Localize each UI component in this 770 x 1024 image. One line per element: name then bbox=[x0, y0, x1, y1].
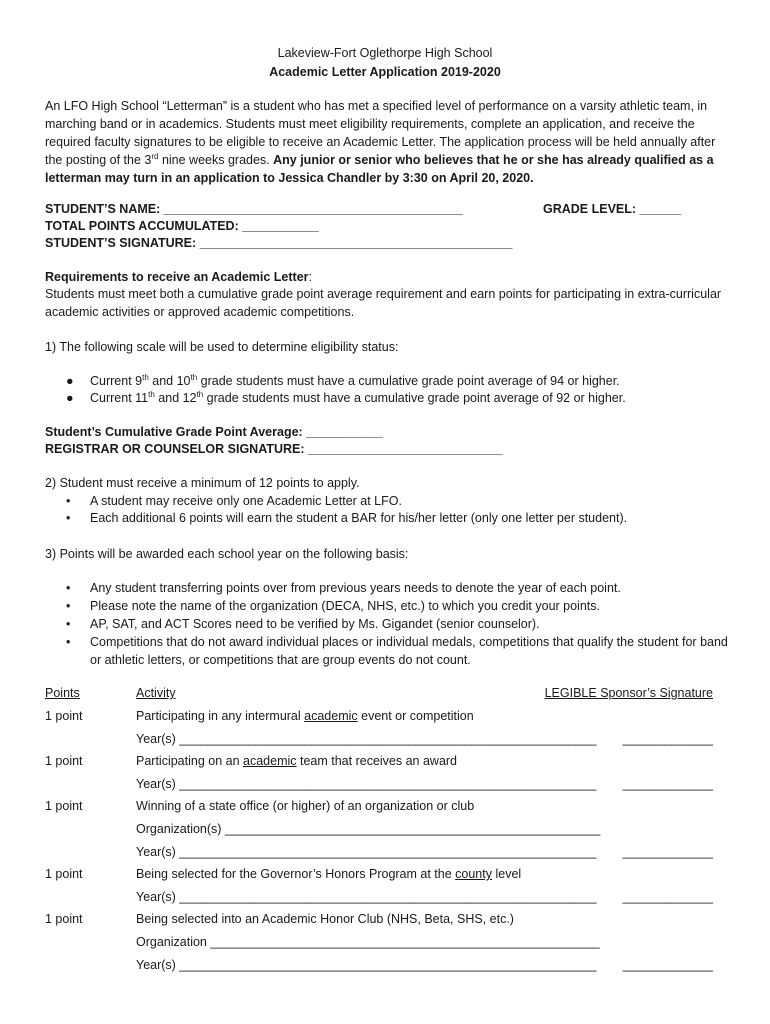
bullet-text: Any student transferring points over from previous years needs to denote the year of each point. bbox=[90, 581, 621, 595]
sponsor-signature-line[interactable]: _____________ bbox=[622, 777, 713, 791]
table-row-entry bbox=[45, 730, 725, 748]
registrar-signature-field[interactable]: REGISTRAR OR COUNSELOR SIGNATURE: ____________________________ bbox=[45, 442, 503, 456]
column-header-points: Points bbox=[45, 686, 80, 700]
bullet-icon: • bbox=[66, 635, 71, 649]
sponsor-signature-line[interactable]: _____________ bbox=[622, 890, 713, 904]
bullet-icon: • bbox=[66, 599, 71, 613]
intro-text: An LFO High School “Letterman” is a student who has met a specified level of performance on a varsity athletic team, in marching band or in academics. Students must meet eligibility requirements, complete an application, and receive the required faculty signatures to be eligible to receive an Academic Letter. The application process will be held annually after the posting of the 3 bbox=[45, 99, 716, 167]
table-row-entry bbox=[45, 933, 725, 951]
sponsor-signature-line[interactable]: _____________ bbox=[622, 732, 713, 746]
section1-intro: 1) The following scale will be used to determine eligibility status: bbox=[45, 340, 399, 354]
intro-sup: rd bbox=[151, 151, 159, 161]
gpa-field[interactable]: Student’s Cumulative Grade Point Average: ___________ bbox=[45, 425, 383, 439]
table-row bbox=[45, 797, 725, 815]
row-points: 1 point bbox=[45, 709, 83, 723]
row-points: 1 point bbox=[45, 867, 83, 881]
column-header-signature: LEGIBLE Sponsor’s Signature bbox=[544, 686, 713, 700]
bullet-icon: ● bbox=[66, 391, 74, 405]
bullet-text: AP, SAT, and ACT Scores need to be verified by Ms. Gigandet (senior counselor). bbox=[90, 617, 540, 631]
table-row bbox=[45, 865, 725, 883]
row-points: 1 point bbox=[45, 754, 83, 768]
bullet-text: A student may receive only one Academic Letter at LFO. bbox=[90, 494, 402, 508]
bullet-icon: • bbox=[66, 617, 71, 631]
bullet-text: Competitions that do not award individual places or individual medals, competitions that qualify the student for band or athletic letters, or competitions that are group events do not count. bbox=[90, 635, 728, 667]
bullet-icon: • bbox=[66, 511, 71, 525]
row-activity: Being selected into an Academic Honor Club (NHS, Beta, SHS, etc.) bbox=[136, 912, 514, 926]
year-input-line[interactable]: Year(s) ____________________________________________________________ bbox=[136, 845, 597, 859]
organization-input-line[interactable]: Organization(s) ______________________________________________________ bbox=[136, 822, 601, 836]
table-row-entry bbox=[45, 888, 725, 906]
year-input-line[interactable]: Year(s) ____________________________________________________________ bbox=[136, 777, 597, 791]
column-header-activity: Activity bbox=[136, 686, 176, 700]
intro-bold: Any junior or senior who believes that he or she has already qualified as a letterman may turn in an application to Jessica Chandler by 3:30 on April 20, 2020. bbox=[45, 153, 714, 185]
year-input-line[interactable]: Year(s) ____________________________________________________________ bbox=[136, 958, 597, 972]
organization-input-line[interactable]: Organization ________________________________________________________ bbox=[136, 935, 600, 949]
bullet-icon: • bbox=[66, 581, 71, 595]
sponsor-signature-line[interactable]: _____________ bbox=[622, 958, 713, 972]
table-row bbox=[45, 707, 725, 725]
bullet-text: Current 9th and 10th grade students must have a cumulative grade point average of 94 or higher. bbox=[90, 372, 620, 388]
intro-paragraph bbox=[45, 97, 725, 187]
bullet-icon: • bbox=[66, 494, 71, 508]
requirements-text: Students must meet both a cumulative grade point average requirement and earn points for participating in extra-curricular academic activities or approved academic competitions. bbox=[45, 287, 722, 319]
row-points: 1 point bbox=[45, 799, 83, 813]
year-input-line[interactable]: Year(s) ____________________________________________________________ bbox=[136, 890, 597, 904]
row-activity: Participating in any intermural academic event or competition bbox=[136, 709, 474, 723]
requirements-heading bbox=[45, 268, 725, 286]
student-signature-field[interactable]: STUDENT’S SIGNATURE: _____________________________________________ bbox=[45, 236, 513, 250]
sponsor-signature-line[interactable]: _____________ bbox=[622, 845, 713, 859]
bullet-text: Current 11th and 12th grade students must have a cumulative grade point average of 92 or higher. bbox=[90, 389, 626, 405]
bullet-icon: ● bbox=[66, 374, 74, 388]
intro-text-2: nine weeks grades. bbox=[158, 153, 274, 167]
student-name-field[interactable]: STUDENT’S NAME: ___________________________________________ bbox=[45, 202, 463, 216]
requirements-heading-text: Requirements to receive an Academic Letter bbox=[45, 270, 309, 284]
grade-level-field[interactable]: GRADE LEVEL: ______ bbox=[543, 202, 682, 216]
row-activity: Participating on an academic team that receives an award bbox=[136, 754, 458, 768]
section2-intro: 2) Student must receive a minimum of 12 points to apply. bbox=[45, 476, 360, 490]
table-row bbox=[45, 752, 725, 770]
table-header bbox=[45, 684, 725, 702]
row-points: 1 point bbox=[45, 912, 83, 926]
bullet-text: Please note the name of the organization (DECA, NHS, etc.) to which you credit your points. bbox=[90, 599, 600, 613]
row-activity: Winning of a state office (or higher) of an organization or club bbox=[136, 799, 475, 813]
school-name: Lakeview-Fort Oglethorpe High School bbox=[277, 46, 493, 60]
document-title: Academic Letter Application 2019-2020 bbox=[269, 65, 501, 79]
table-row bbox=[45, 910, 725, 928]
table-row-entry bbox=[45, 843, 725, 861]
total-points-field[interactable]: TOTAL POINTS ACCUMULATED: ___________ bbox=[45, 219, 319, 233]
table-row-entry bbox=[45, 956, 725, 974]
row-activity: Being selected for the Governor’s Honors Program at the county level bbox=[136, 867, 522, 881]
bullet-text: Each additional 6 points will earn the student a BAR for his/her letter (only one letter per student). bbox=[90, 511, 628, 525]
section3-intro: 3) Points will be awarded each school year on the following basis: bbox=[45, 547, 409, 561]
table-row-entry bbox=[45, 820, 725, 838]
table-row-entry bbox=[45, 775, 725, 793]
year-input-line[interactable]: Year(s) ____________________________________________________________ bbox=[136, 732, 597, 746]
requirements-colon: : bbox=[308, 270, 313, 284]
